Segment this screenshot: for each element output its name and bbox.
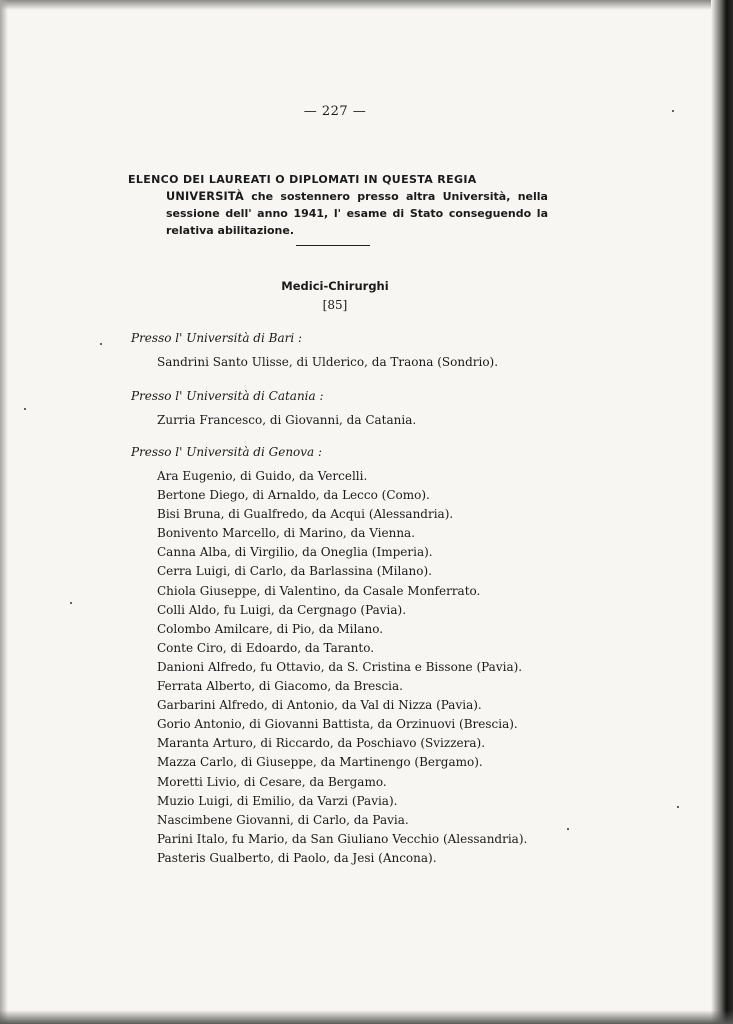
- list-item: Pasteris Gualberto, di Paolo, da Jesi (Ancona).: [157, 850, 437, 865]
- list-item: Ferrata Alberto, di Giacomo, da Brescia.: [157, 679, 403, 694]
- scan-edge-bottom: [0, 1010, 733, 1024]
- university-bari-heading: Presso l' Università di Bari :: [131, 331, 303, 345]
- list-item: Chiola Giuseppe, di Valentino, da Casale Monferrato.: [157, 583, 481, 598]
- list-item: Zurria Francesco, di Giovanni, da Catania.: [157, 413, 417, 427]
- list-item: Bertone Diego, di Arnaldo, da Lecco (Como).: [157, 488, 430, 503]
- scan-speck: [672, 110, 674, 112]
- list-item: Sandrini Santo Ulisse, di Ulderico, da Traona (Sondrio).: [157, 355, 499, 369]
- list-item: Nascimbene Giovanni, di Carlo, da Pavia.: [157, 812, 409, 827]
- heading-rest-text: che sostennero presso altra Università, nella sessione dell' anno 1941, l' esame di Stato conseguendo la relativa abilitazione.: [166, 190, 548, 237]
- list-item: Gorio Antonio, di Giovanni Battista, da Orzinuovi (Brescia).: [157, 717, 518, 732]
- list-item: Cerra Luigi, di Carlo, da Barlassina (Milano).: [157, 564, 432, 579]
- section-title: Medici-Chirurghi: [281, 279, 389, 293]
- document-heading: [128, 171, 548, 246]
- heading-first-line: ELENCO DEI LAUREATI O DIPLOMATI IN QUESTA REGIA: [128, 173, 477, 186]
- heading-continuation: [128, 188, 548, 239]
- scan-speck: [100, 343, 102, 345]
- scan-speck: [24, 408, 26, 410]
- list-item: Colombo Amilcare, di Pio, da Milano.: [157, 621, 384, 636]
- list-item: Garbarini Alfredo, di Antonio, da Val di Nizza (Pavia).: [157, 698, 482, 713]
- scan-speck: [70, 602, 72, 604]
- heading-caps-word: UNIVERSITÀ: [166, 190, 244, 203]
- list-item: Maranta Arturo, di Riccardo, da Poschiavo (Svizzera).: [157, 736, 486, 751]
- genova-graduates-list: [157, 467, 527, 868]
- list-item: Mazza Carlo, di Giuseppe, da Martinengo (Bergamo).: [157, 755, 483, 770]
- list-item: Colli Aldo, fu Luigi, da Cergnago (Pavia).: [157, 602, 407, 617]
- heading-divider: [296, 245, 370, 246]
- list-item: Danioni Alfredo, fu Ottavio, da S. Cristina e Bissone (Pavia).: [157, 659, 523, 674]
- scan-edge-left: [0, 0, 8, 1024]
- scan-edge-top: [0, 0, 733, 10]
- list-item: Parini Italo, fu Mario, da San Giuliano Vecchio (Alessandria).: [157, 831, 528, 846]
- list-item: Canna Alba, di Virgilio, da Oneglia (Imperia).: [157, 545, 433, 560]
- list-item: Ara Eugenio, di Guido, da Vercelli.: [157, 469, 368, 483]
- scan-speck: [567, 828, 569, 830]
- list-item: Bisi Bruna, di Gualfredo, da Acqui (Alessandria).: [157, 507, 454, 522]
- scan-speck: [677, 806, 679, 808]
- university-genova-heading: Presso l' Università di Genova :: [131, 445, 323, 459]
- page-number: — 227 —: [303, 104, 367, 119]
- list-item: Moretti Livio, di Cesare, da Bergamo.: [157, 774, 387, 789]
- list-item: Bonivento Marcello, di Marino, da Vienna.: [157, 526, 416, 541]
- scan-edge-right: [711, 0, 733, 1024]
- list-item: Muzio Luigi, di Emilio, da Varzi (Pavia).: [157, 793, 398, 808]
- list-item: Conte Ciro, di Edoardo, da Taranto.: [157, 640, 375, 655]
- section-count: [85]: [322, 298, 348, 312]
- university-catania-heading: Presso l' Università di Catania :: [131, 389, 324, 403]
